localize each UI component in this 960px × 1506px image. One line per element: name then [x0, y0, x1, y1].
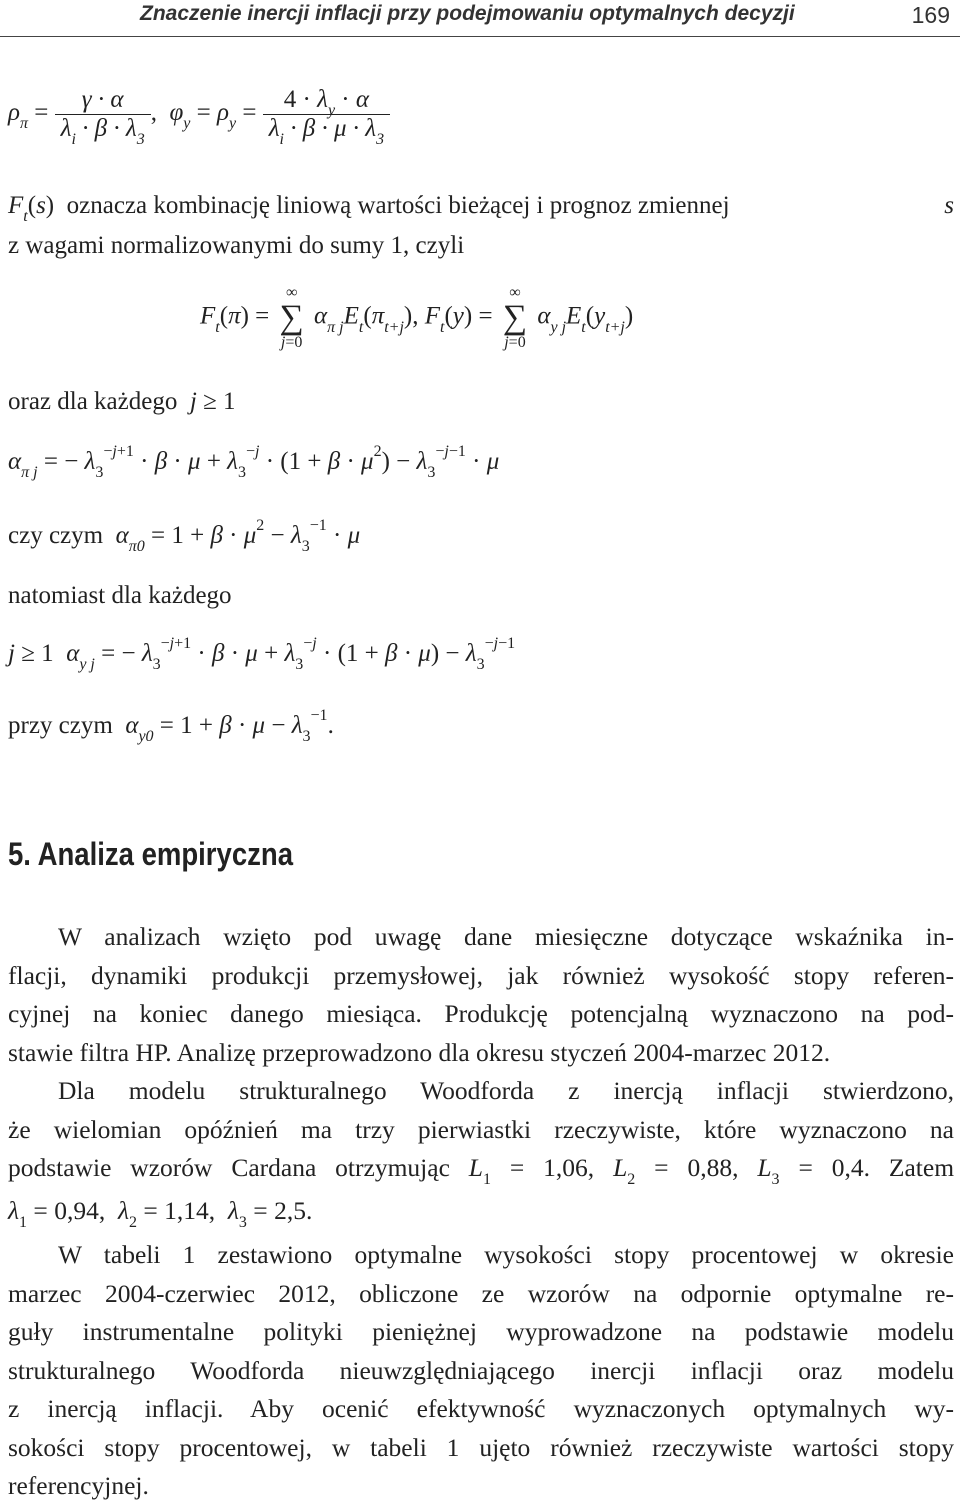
text-line: W analizach wzięto pod uwagę dane miesięczne dotyczące wskaźnika in- [58, 922, 954, 951]
page-number: 169 [911, 2, 950, 28]
text-line: sokości stopy procentowej, w tabeli 1 ujęto również rzeczywiste wartości stopy [8, 1432, 954, 1462]
running-header [0, 0, 960, 37]
paragraph-3 [8, 1236, 954, 1506]
equation-rho: $\rho_\pi$ = $\frac{\gamma \cdot \alpha}{\lambda_i \cdot \beta \cdot \lambda_3}$ , $\varphi_y = \rho_y$ = $\frac{4 \cdot \lambda_y \cdot \alpha}{\lambda_i \cdot \beta \cdot \mu \cdot \lambda_3}$ [8, 86, 390, 143]
text-line: Dla modelu strukturalnego Woodforda z inercją inflacji stwierdzono, [58, 1076, 954, 1105]
text-line: cyjnej na koniec danego miesiąca. Produkcję potencjalną wyznaczono na pod- [8, 999, 954, 1028]
ft-description-line2: z wagami normalizowanymi do sumy 1, czyli [8, 232, 465, 259]
text-line: z inercją inflacji. Aby ocenić efektywność wyznaczonych optymalnych wy- [8, 1394, 954, 1423]
section-title: 5. Analiza empiryczna [8, 836, 293, 872]
text-line: podstawie wzorów Cardana otrzymując $L_1 = 1,06$, $L_2 = 0,88$, $L_3 = 0,4$. Zatem [8, 1153, 955, 1188]
equation-alpha-pi-0: czy czym $\alpha_{\pi 0} = 1 + \beta \cdot \mu^2 - \lambda_3^{-1} \cdot \mu$ [8, 517, 361, 555]
natomiast-line: natomiast dla każdego [8, 582, 232, 609]
oraz-line: oraz dla każdego j ≥ 1 [8, 388, 236, 415]
paragraph-2 [8, 1072, 954, 1234]
equation-alpha-y-j: j ≥ 1 $\alpha_{y j}$ = − $\lambda_3^{-j+1} \cdot \beta \cdot \mu + \lambda_3^{-j} \cdot (1 + \beta \cdot \mu) - \lambda_3^{-j-1}$ [8, 635, 516, 673]
text-line: referencyjnej. [8, 1471, 149, 1500]
equation-alpha-y-0: przy czym $\alpha_{y0} = 1 + \beta \cdot \mu - \lambda_3^{-1}$. [8, 707, 334, 745]
equation-alpha-pi-j: $\alpha_{\pi j}$ = − $\lambda_3^{-j+1} \cdot \beta \cdot \mu + \lambda_3^{-j} \cdot (1 + \beta \cdot \mu^2) - \lambda_3^{-j-1} \cdot \mu$ [8, 443, 500, 481]
text-line: W tabeli 1 zestawiono optymalne wysokości stopy procentowej w okresie [58, 1240, 954, 1269]
running-title: Znaczenie inercji inflacji przy podejmowaniu optymalnych decyzji [140, 2, 795, 25]
text-line: guły instrumentalne polityki pieniężnej wyprowadzone na podstawie modelu [8, 1317, 954, 1346]
text-line: marzec 2004-czerwiec 2012, obliczone ze wzorów na odpornie optymalne re- [8, 1278, 954, 1308]
equation-ft-sums: $F_t(\pi)$ = ∞ ∑ j=0 $\alpha_{\pi j}E_t(\pi_{t+j})$, $F_t(y)$ = ∞ ∑ j=0 $\alpha_{y j}E_t(y_{t+j})$ [200, 284, 634, 351]
ft-description-line1: $F_t(s)$ oznacza kombinację liniową wartości bieżącej i prognoz zmiennej s [8, 192, 954, 225]
text-line: flacji, dynamiki produkcji przemysłowej, jak również wysokość stopy referen- [8, 960, 954, 990]
paragraph-1 [8, 918, 954, 1072]
text-line: strukturalnego Woodforda nieuwzględniającego inercji inflacji oraz modelu [8, 1355, 954, 1385]
text-line: że wielomian opóźnień ma trzy pierwiastki rzeczywiste, które wyznaczono na [8, 1114, 954, 1144]
text-line: $\lambda_1 = 0,94$, $\lambda_2 = 1,14$, $\lambda_3 = 2,5$. [8, 1195, 313, 1231]
text-line: stawie filtra HP. Analizę przeprowadzono dla okresu styczeń 2004-marzec 2012. [8, 1037, 831, 1067]
